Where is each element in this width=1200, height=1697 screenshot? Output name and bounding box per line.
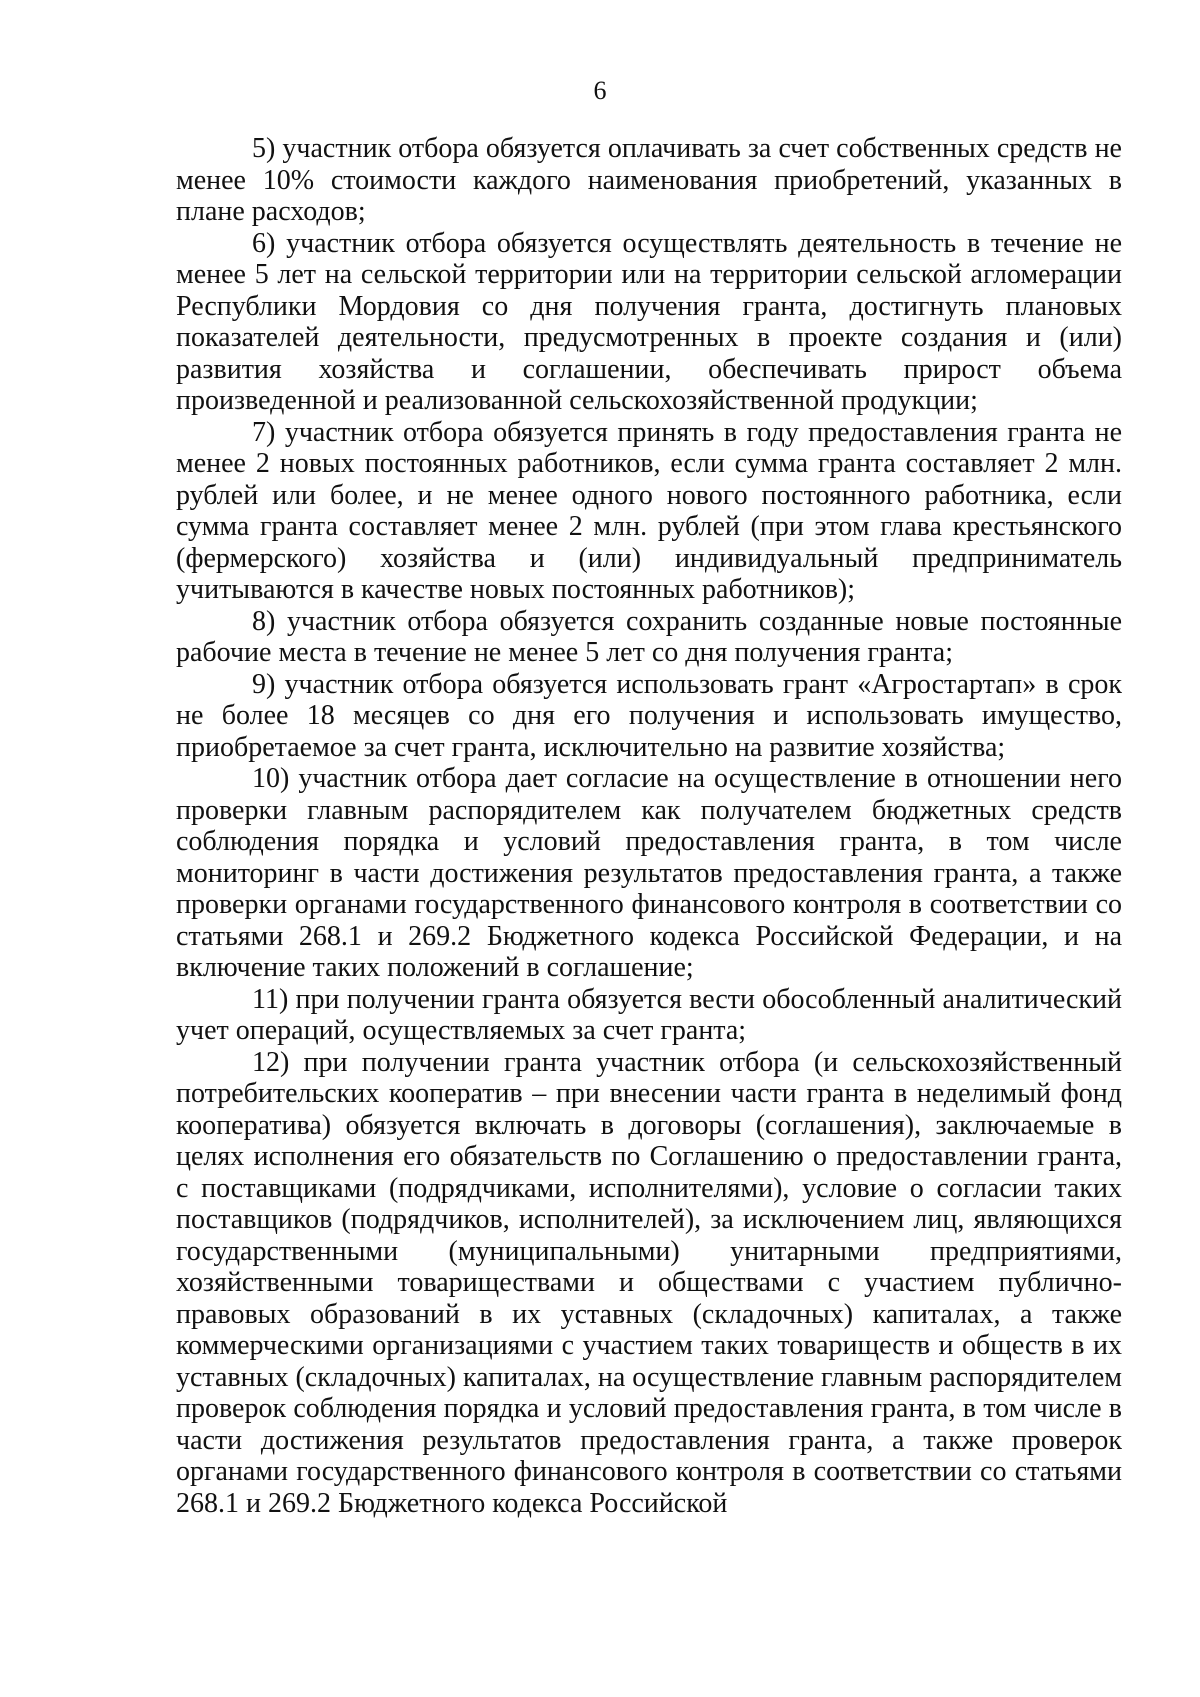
page-number: 6: [593, 76, 607, 105]
paragraph-item-11: 11) при получении гранта обязуется вести обособленный аналитический учет операций, осуществляемых за счет гранта;: [176, 983, 1122, 1046]
paragraph-item-10: 10) участник отбора дает согласие на осуществление в отношении него проверки главным распорядителем как получателем бюджетных средств соблюдения порядка и условий предоставления гранта, в том числе мониторинг в части достижения результатов предоставления гранта, а также проверки органами государственного финансового контроля в соответствии со статьями 268.1 и 269.2 Бюджетного кодекса Российской Федерации, и на включение таких положений в соглашение;: [176, 763, 1122, 983]
paragraph-item-8: 8) участник отбора обязуется сохранить созданные новые постоянные рабочие места в течение не менее 5 лет со дня получения гранта;: [176, 605, 1122, 668]
paragraph-item-12: 12) при получении гранта участник отбора (и сельскохозяйственный потребительских кооператив – при внесении части гранта в неделимый фонд кооператива) обязуется включать в договоры (соглашения), заключаемые в целях исполнения его обязательств по Соглашению о предоставлении гранта, с поставщиками (подрядчиками, исполнителями), условие о согласии таких поставщиков (подрядчиков, исполнителей), за исключением лиц, являющихся государственными (муниципальными) унитарными предприятиями, хозяйственными товариществами и обществами с участием публично-правовых образований в их уставных (складочных) капиталах, а также коммерческими организациями с участием таких товариществ и обществ в их уставных (складочных) капиталах, на осуществление главным распорядителем проверок соблюдения порядка и условий предоставления гранта, в том числе в части достижения результатов предоставления гранта, а также проверок органами государственного финансового контроля в соответствии со статьями 268.1 и 269.2 Бюджетного кодекса Российской: [176, 1046, 1122, 1519]
paragraph-item-7: 7) участник отбора обязуется принять в году предоставления гранта не менее 2 новых постоянных работников, если сумма гранта составляет 2 млн. рублей или более, и не менее одного нового постоянного работника, если сумма гранта составляет менее 2 млн. рублей (при этом глава крестьянского (фермерского) хозяйства и (или) индивидуальный предприниматель учитываются в качестве новых постоянных работников);: [176, 416, 1122, 605]
document-body: [176, 133, 1122, 1519]
paragraph-item-9: 9) участник отбора обязуется использовать грант «Агростартап» в срок не более 18 месяцев со дня его получения и использовать имущество, приобретаемое за счет гранта, исключительно на развитие хозяйства;: [176, 668, 1122, 763]
paragraph-item-6: 6) участник отбора обязуется осуществлять деятельность в течение не менее 5 лет на сельской территории или на территории сельской агломерации Республики Мордовия со дня получения гранта, достигнуть плановых показателей деятельности, предусмотренных в проекте создания и (или) развития хозяйства и соглашении, обеспечивать прирост объема произведенной и реализованной сельскохозяйственной продукции;: [176, 227, 1122, 416]
paragraph-item-5: 5) участник отбора обязуется оплачивать за счет собственных средств не менее 10% стоимости каждого наименования приобретений, указанных в плане расходов;: [176, 133, 1122, 227]
